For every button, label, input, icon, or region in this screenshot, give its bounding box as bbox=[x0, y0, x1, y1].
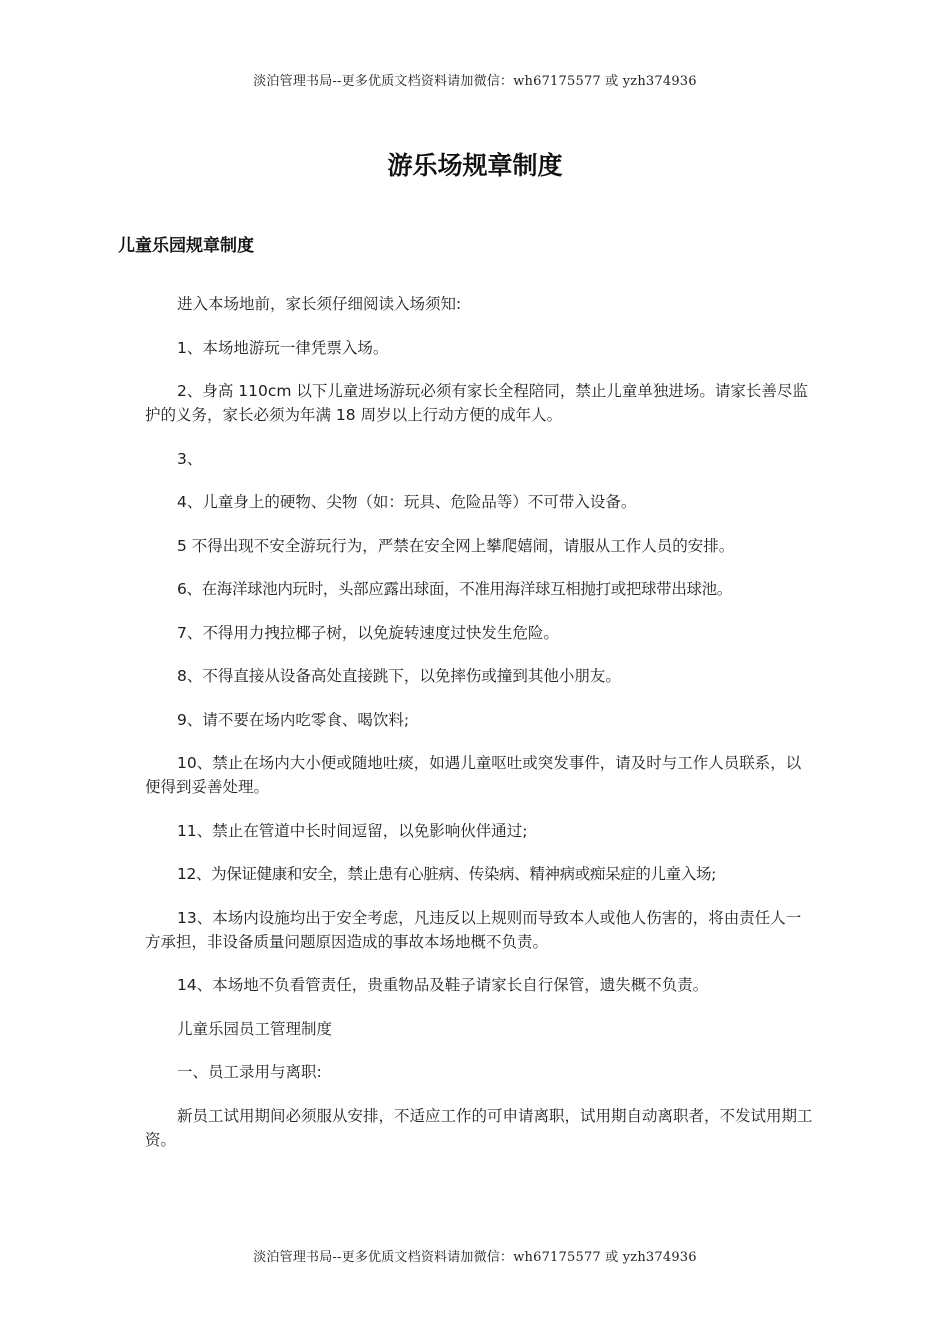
rule-item-5: 5 不得出现不安全游玩行为，严禁在安全网上攀爬嬉闹，请服从工作人员的安排。 bbox=[177, 536, 735, 555]
page-footer: 淡泊管理书局--更多优质文档资料请加微信：wh67175577 或 yzh374936 bbox=[253, 1250, 697, 1265]
section-heading: 儿童乐园规章制度 bbox=[118, 236, 254, 256]
document-body bbox=[145, 292, 813, 1171]
rule-item-1: 1、本场地游玩一律凭票入场。 bbox=[177, 338, 389, 357]
rule-item-8: 8、不得直接从设备高处直接跳下，以免摔伤或撞到其他小朋友。 bbox=[177, 667, 621, 685]
rule-item-12: 12、为保证健康和安全，禁止患有心脏病、传染病、精神病或痴呆症的儿童入场; bbox=[177, 865, 716, 883]
paragraph-intro: 进入本场地前，家长须仔细阅读入场须知: bbox=[177, 295, 462, 313]
rule-item-14: 14、本场地不负看管责任，贵重物品及鞋子请家长自行保管，遗失概不负责。 bbox=[177, 976, 709, 994]
rule-item-10: 10、禁止在场内大小便或随地吐痰，如遇儿童呕吐或突发事件，请及时与工作人员联系，以便得到妥善处理。 bbox=[145, 754, 802, 796]
rule-item-7: 7、不得用力拽拉椰子树，以免旋转速度过快发生危险。 bbox=[177, 623, 559, 642]
rule-item-6: 6、在海洋球池内玩时，头部应露出球面，不准用海洋球互相抛打或把球带出球池。 bbox=[177, 580, 732, 598]
rule-item-3: 3、 bbox=[177, 449, 203, 468]
paragraph-probation: 新员工试用期间必须服从安排，不适应工作的可申请离职，试用期自动离职者，不发试用期工资。 bbox=[145, 1106, 813, 1149]
page-header: 淡泊管理书局--更多优质文档资料请加微信：wh67175577 或 yzh374936 bbox=[253, 74, 697, 89]
rule-item-4: 4、儿童身上的硬物、尖物（如：玩具、危险品等）不可带入设备。 bbox=[177, 493, 637, 511]
subsection-title: 儿童乐园员工管理制度 bbox=[177, 1019, 333, 1038]
document-title: 游乐场规章制度 bbox=[387, 151, 563, 180]
rule-item-13: 13、本场内设施均出于安全考虑，凡违反以上规则而导致本人或他人伤害的，将由责任人一方承担，非设备质量问题原因造成的事故本场地概不负责。 bbox=[145, 908, 802, 951]
rule-item-11: 11、禁止在管道中长时间逗留，以免影响伙伴通过; bbox=[177, 821, 528, 840]
rule-item-9: 9、请不要在场内吃零食、喝饮料; bbox=[177, 710, 410, 729]
subsection-heading: 一、员工录用与离职: bbox=[177, 1063, 322, 1081]
rule-item-2: 2、身高 110cm 以下儿童进场游玩必须有家长全程陪同，禁止儿童单独进场。请家长善尽监护的义务，家长必须为年满 18 周岁以上行动方便的成年人。 bbox=[145, 382, 808, 424]
